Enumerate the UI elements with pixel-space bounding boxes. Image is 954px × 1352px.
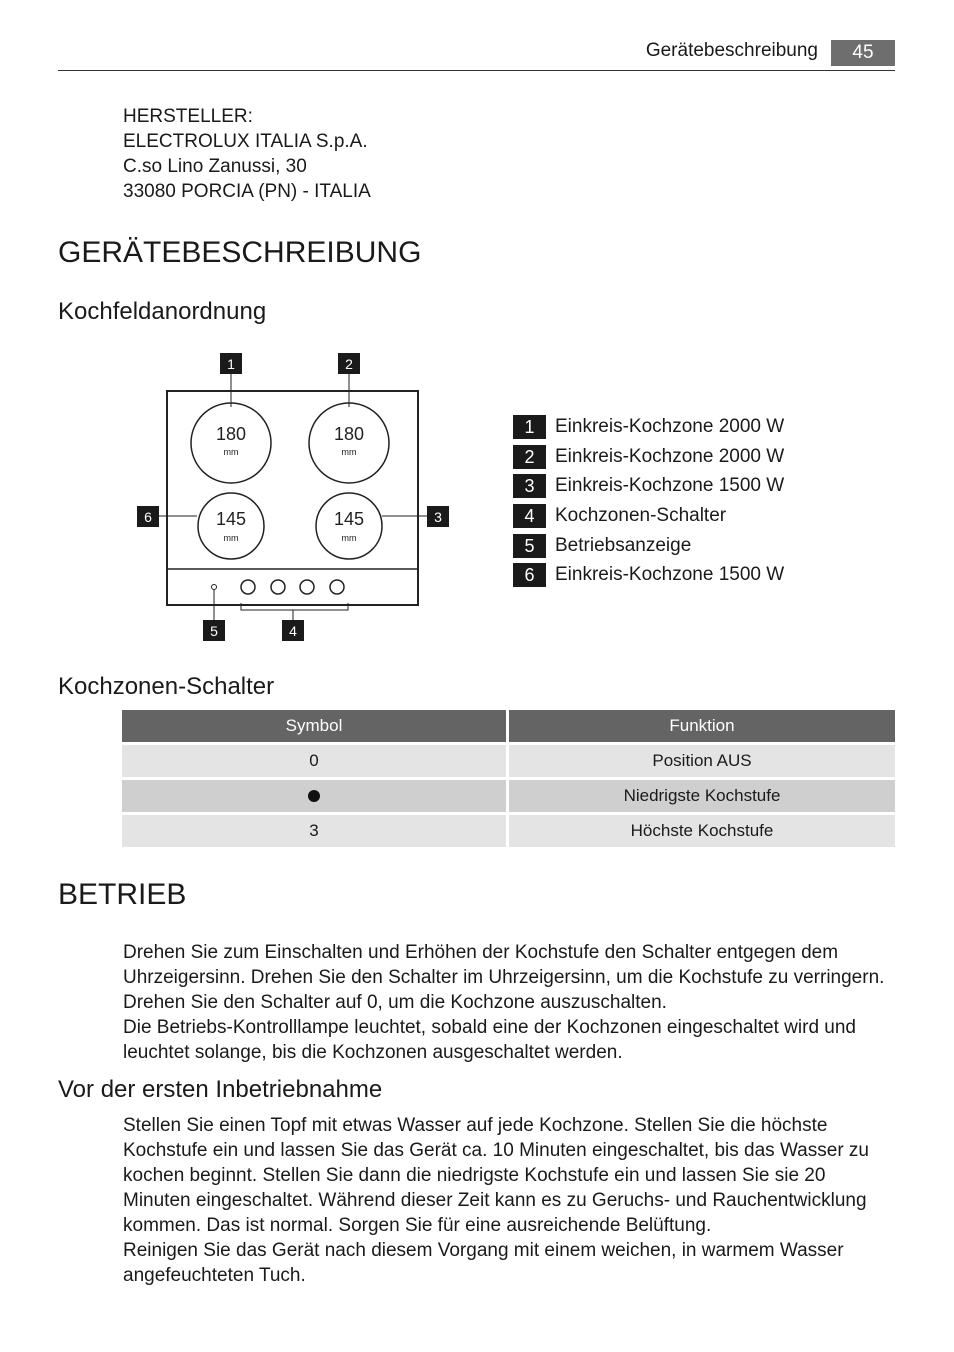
control-knob-icon [300, 580, 314, 594]
callout-label: 3 [434, 509, 442, 525]
legend-number: 5 [513, 534, 546, 558]
legend-text: Einkreis-Kochzone 1500 W [555, 564, 785, 586]
legend-item [513, 560, 784, 590]
subsection-title: Vor der ersten Inbetriebnahme [58, 1076, 383, 1103]
paragraph: Reinigen Sie das Gerät nach diesem Vorgang mit einem weichen, in warmem Wasser angefeuchteten Tuch. [123, 1240, 844, 1286]
manufacturer-line: C.so Lino Zanussi, 30 [123, 156, 307, 177]
table-row [122, 745, 895, 777]
legend-item [513, 442, 784, 472]
table-header-cell: Symbol [122, 710, 506, 742]
zone-unit-label: mm [223, 447, 239, 457]
diagram-legend [513, 412, 784, 590]
legend-text: Einkreis-Kochzone 1500 W [555, 475, 785, 497]
function-cell: Höchste Kochstufe [509, 815, 895, 847]
zone-unit-label: mm [341, 533, 357, 543]
callout-label: 4 [289, 623, 297, 639]
legend-text: Kochzonen-Schalter [555, 504, 727, 526]
control-knob-icon [241, 580, 255, 594]
zone-size-label: 145 [215, 509, 247, 529]
table-header-cell: Funktion [509, 710, 895, 742]
legend-number: 1 [513, 415, 546, 439]
manufacturer-line: 33080 PORCIA (PN) - ITALIA [123, 181, 371, 202]
paragraph: Die Betriebs-Kontrolllampe leuchtet, sobald eine der Kochzonen eingeschaltet wird und leuchtet solange, bis die Kochzonen ausgeschaltet werden. [123, 1017, 856, 1063]
zone-unit-label: mm [223, 533, 239, 543]
legend-number: 6 [513, 563, 546, 587]
knob-function-table [122, 710, 895, 850]
callout-label: 2 [345, 356, 353, 372]
manufacturer-block [123, 104, 371, 204]
callout-label: 6 [144, 509, 152, 525]
table-row [122, 780, 895, 812]
legend-item [513, 531, 784, 561]
symbol-cell: 3 [122, 815, 506, 847]
callout-label: 1 [227, 356, 235, 372]
zone-size-label: 180 [215, 424, 247, 444]
legend-item [513, 501, 784, 531]
running-head: Gerätebeschreibung [645, 40, 818, 61]
filled-dot-icon [308, 790, 320, 802]
subsection-title: Kochzonen-Schalter [58, 673, 275, 700]
legend-number: 2 [513, 445, 546, 469]
zone-unit-label: mm [341, 447, 357, 457]
legend-text: Betriebsanzeige [555, 534, 692, 556]
paragraph: Stellen Sie einen Topf mit etwas Wasser auf jede Kochzone. Stellen Sie die höchste Kochstufe ein und lassen Sie das Gerät ca. 10 Minuten eingeschaltet, bis das Wasser zu kochen beginnt. Stellen Sie dann die niedrigste Kochstufe ein und lassen Sie sie 20 Minuten eingeschaltet. Während dieser Zeit kann es zu Geruchs- und Rauchentwicklung kommen. Das ist normal. Sorgen Sie für eine ausreichende Belüftung. [123, 1115, 869, 1236]
callout-label: 5 [210, 623, 218, 639]
control-knob-icon [330, 580, 344, 594]
legend-number: 3 [513, 474, 546, 498]
legend-item [513, 471, 784, 501]
legend-item [513, 412, 784, 442]
section-title: BETRIEB [58, 878, 187, 911]
page-number: 45 [831, 40, 895, 66]
zone-size-label: 180 [333, 424, 365, 444]
pilot-light-icon [212, 585, 217, 590]
hob-frame [167, 391, 418, 605]
table-header-row [122, 710, 895, 742]
manufacturer-label: HERSTELLER: [123, 106, 253, 127]
legend-text: Einkreis-Kochzone 2000 W [555, 445, 785, 467]
manufacturer-line: ELECTROLUX ITALIA S.p.A. [123, 131, 368, 152]
section-title: GERÄTEBESCHREIBUNG [58, 236, 422, 269]
zone-size-label: 145 [333, 509, 365, 529]
legend-text: Einkreis-Kochzone 2000 W [555, 415, 785, 437]
subsection-title: Kochfeldanordnung [58, 298, 267, 325]
symbol-cell [122, 780, 506, 812]
hob-layout-diagram [130, 350, 470, 650]
header-rule [58, 70, 895, 71]
legend-number: 4 [513, 504, 546, 528]
symbol-cell: 0 [122, 745, 506, 777]
table-row [122, 815, 895, 847]
function-cell: Position AUS [509, 745, 895, 777]
function-cell: Niedrigste Kochstufe [509, 780, 895, 812]
paragraph: Drehen Sie zum Einschalten und Erhöhen der Kochstufe den Schalter entgegen dem Uhrzeigersinn. Drehen Sie den Schalter im Uhrzeigersinn, um die Kochstufe zu verringern. Drehen Sie den Schalter auf 0, um die Kochzone auszuschalten. [123, 942, 885, 1013]
control-knob-icon [271, 580, 285, 594]
